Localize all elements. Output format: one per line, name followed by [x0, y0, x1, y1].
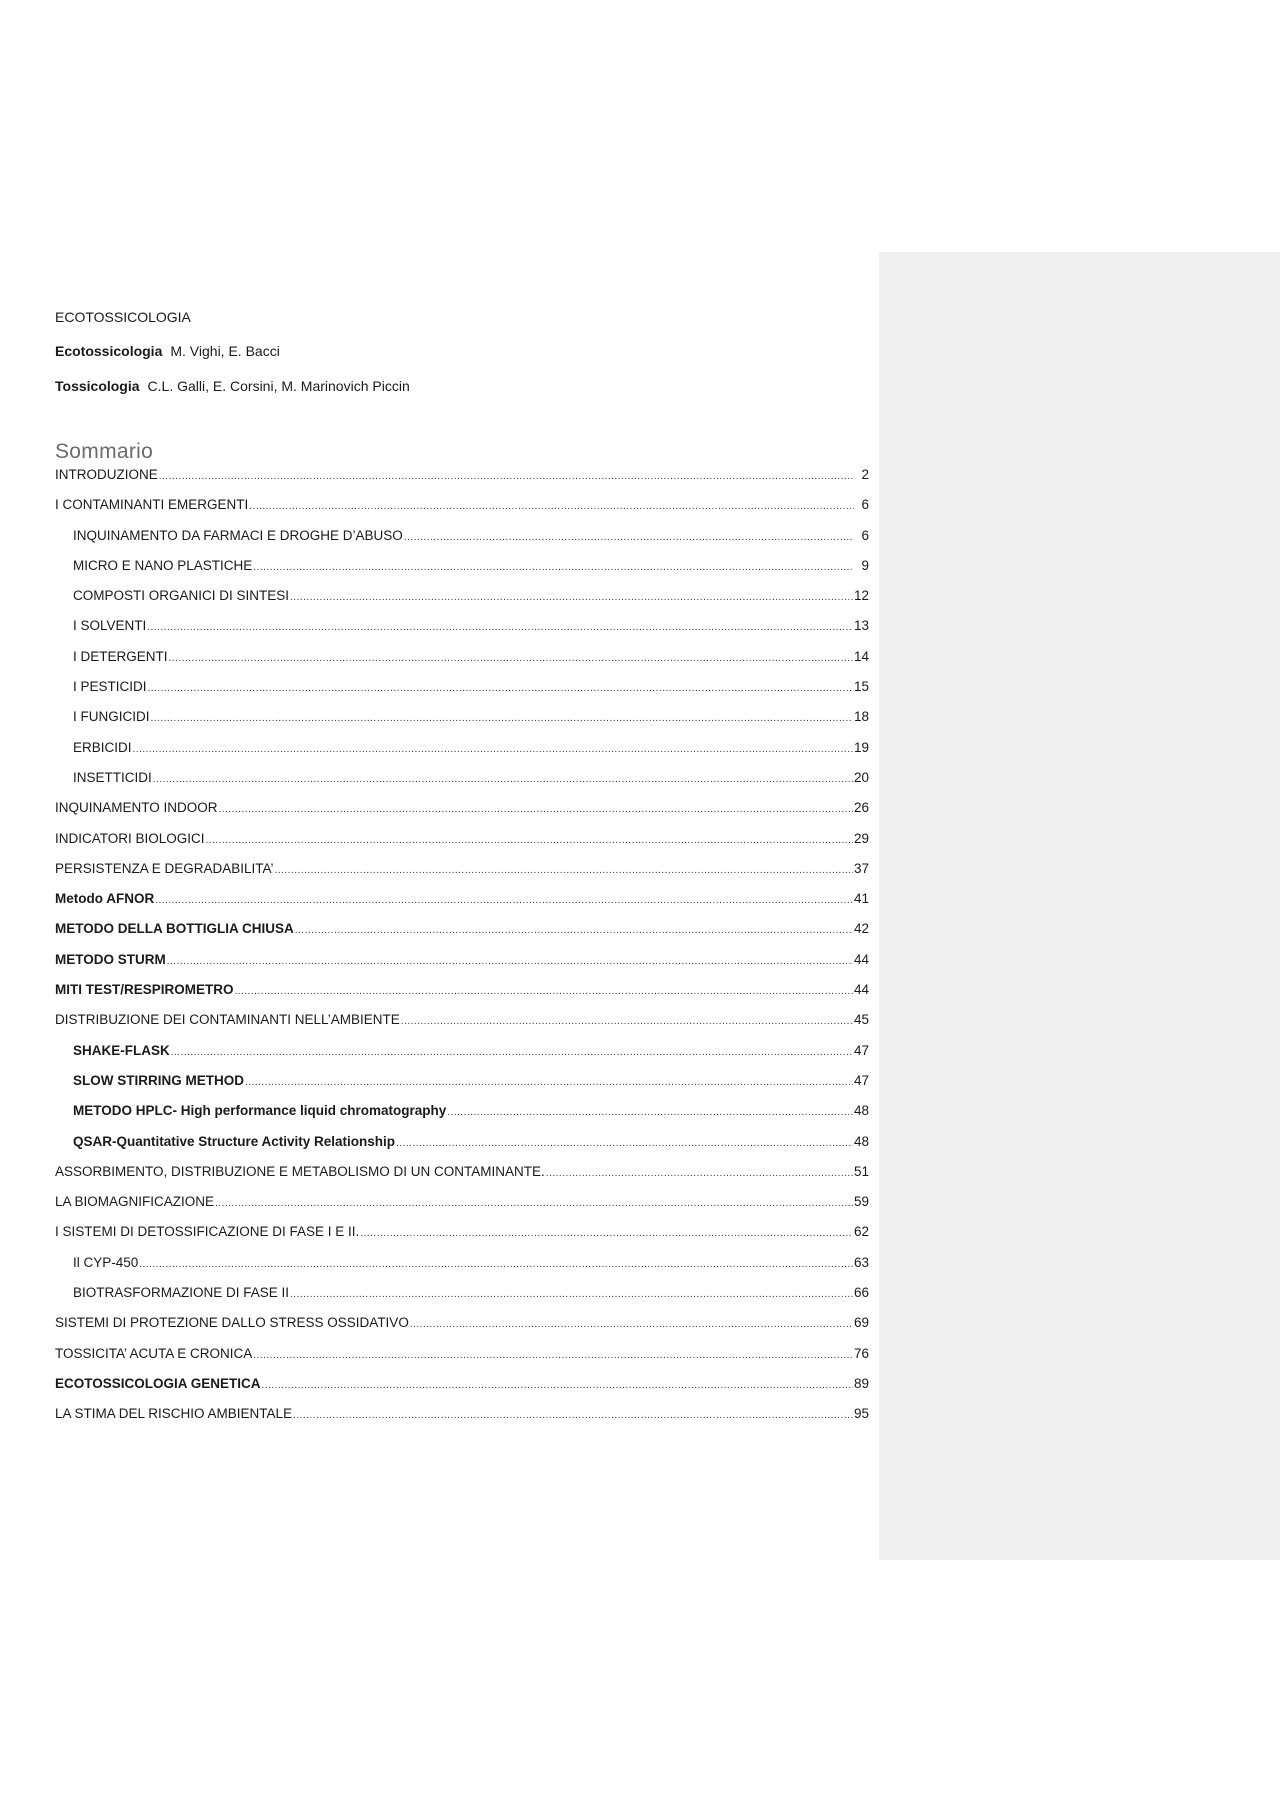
- toc-entry-title: BIOTRASFORMAZIONE DI FASE II: [73, 1285, 290, 1301]
- toc-entry-title: MICRO E NANO PLASTICHE: [73, 557, 253, 573]
- toc-entry[interactable]: [55, 768, 869, 798]
- toc-dot-leader: [253, 556, 854, 578]
- comment-pane: [879, 252, 1280, 1560]
- book-authors: C.L. Galli, E. Corsini, M. Marinovich Piccin: [147, 378, 410, 394]
- toc-entry-title: INQUINAMENTO INDOOR: [55, 800, 218, 816]
- toc-dot-leader: [159, 465, 854, 487]
- toc-entry-title: INTRODUZIONE: [55, 467, 158, 482]
- toc-entry-page: 6: [861, 497, 869, 513]
- toc-entry-title: METODO HPLC- High performance liquid chromatography: [73, 1103, 447, 1119]
- toc-entry[interactable]: [55, 647, 869, 677]
- toc-dot-leader: [275, 859, 853, 881]
- toc-entry[interactable]: [55, 1344, 869, 1374]
- toc-entry-page: 95: [853, 1406, 869, 1422]
- toc-entry[interactable]: [55, 677, 869, 707]
- toc-entry[interactable]: [55, 950, 869, 980]
- book-title: Tossicologia: [55, 378, 140, 394]
- toc-entry-page: 44: [853, 951, 869, 967]
- toc-entry-title: INQUINAMENTO DA FARMACI E DROGHE D’ABUSO: [73, 527, 403, 543]
- toc-entry-page: 89: [853, 1375, 869, 1391]
- toc-entry-title: DISTRIBUZIONE DEI CONTAMINANTI NELL’AMBIENTE: [55, 1012, 400, 1028]
- toc-dot-leader: [290, 1283, 853, 1305]
- toc-entry[interactable]: [55, 1222, 869, 1252]
- toc-entry[interactable]: [55, 1041, 869, 1071]
- toc-entry-page: 51: [853, 1163, 869, 1179]
- toc-entry-page: 18: [853, 709, 869, 725]
- toc-entry-page: 26: [853, 800, 869, 816]
- toc-entry-title: INDICATORI BIOLOGICI: [55, 830, 205, 846]
- document-body: [55, 308, 869, 1435]
- toc-entry-title: I CONTAMINANTI EMERGENTI: [55, 497, 249, 513]
- toc-dot-leader: [235, 980, 853, 1002]
- toc-entry-title: INSETTICIDI: [73, 769, 152, 785]
- toc-entry[interactable]: [55, 738, 869, 768]
- toc-entry[interactable]: [55, 1101, 869, 1131]
- toc-entry-page: 41: [853, 891, 869, 907]
- toc-entry-title: ASSORBIMENTO, DISTRIBUZIONE E METABOLISMO DI UN CONTAMINANTE.: [55, 1163, 545, 1179]
- toc-dot-leader: [147, 616, 853, 638]
- toc-entry[interactable]: [55, 859, 869, 889]
- toc-entry-title: Il CYP-450: [73, 1254, 139, 1270]
- toc-dot-leader: [447, 1101, 853, 1123]
- toc-entry-title: I SOLVENTI: [73, 618, 147, 634]
- toc-dot-leader: [151, 707, 853, 729]
- toc-entry-page: 20: [853, 769, 869, 785]
- toc-entry-page: 9: [861, 557, 869, 573]
- table-of-contents: [55, 465, 869, 1435]
- toc-entry-title: I DETERGENTI: [73, 648, 168, 664]
- toc-entry[interactable]: [55, 1374, 869, 1404]
- toc-dot-leader: [169, 647, 853, 669]
- toc-entry-page: 19: [853, 739, 869, 755]
- book-title: Ecotossicologia: [55, 343, 163, 359]
- toc-entry-page: 62: [853, 1224, 869, 1240]
- book-reference-1: [55, 342, 869, 360]
- toc-entry[interactable]: [55, 1253, 869, 1283]
- toc-dot-leader: [410, 1313, 853, 1335]
- toc-entry-title: MITI TEST/RESPIROMETRO: [55, 982, 234, 998]
- toc-entry-page: 15: [853, 679, 869, 695]
- toc-dot-leader: [206, 829, 853, 851]
- toc-entry[interactable]: [55, 465, 869, 495]
- toc-entry-title: METODO STURM: [55, 951, 166, 967]
- toc-entry[interactable]: [55, 1132, 869, 1162]
- toc-entry-page: 76: [853, 1345, 869, 1361]
- toc-entry-page: 42: [853, 921, 869, 937]
- toc-dot-leader: [249, 495, 854, 517]
- toc-entry-page: 47: [853, 1042, 869, 1058]
- toc-entry-title: I PESTICIDI: [73, 679, 147, 695]
- toc-dot-leader: [290, 586, 853, 608]
- toc-entry-page: 48: [853, 1103, 869, 1119]
- book-reference-2: [55, 377, 869, 395]
- toc-entry[interactable]: [55, 798, 869, 828]
- book-authors: M. Vighi, E. Bacci: [170, 343, 280, 359]
- toc-dot-leader: [153, 768, 853, 790]
- toc-entry-title: SISTEMI DI PROTEZIONE DALLO STRESS OSSIDATIVO: [55, 1315, 409, 1331]
- toc-entry[interactable]: [55, 919, 869, 949]
- toc-entry[interactable]: [55, 495, 869, 525]
- toc-entry[interactable]: [55, 1162, 869, 1192]
- toc-entry-title: ECOTOSSICOLOGIA GENETICA: [55, 1375, 261, 1391]
- toc-entry-title: SHAKE-FLASK: [73, 1042, 170, 1058]
- toc-dot-leader: [546, 1162, 853, 1184]
- toc-dot-leader: [245, 1071, 853, 1093]
- toc-dot-leader: [167, 950, 853, 972]
- toc-dot-leader: [293, 1404, 853, 1426]
- toc-entry-page: 29: [853, 830, 869, 846]
- toc-dot-leader: [155, 889, 853, 911]
- toc-entry[interactable]: [55, 616, 869, 646]
- toc-dot-leader: [404, 526, 854, 548]
- toc-entry-title: LA BIOMAGNIFICAZIONE: [55, 1194, 215, 1210]
- toc-entry[interactable]: [55, 556, 869, 586]
- toc-entry-page: 44: [853, 982, 869, 998]
- toc-heading: Sommario: [55, 440, 154, 463]
- toc-entry[interactable]: [55, 1071, 869, 1101]
- toc-entry-title: SLOW STIRRING METHOD: [73, 1072, 244, 1088]
- toc-entry-page: 48: [853, 1133, 869, 1149]
- toc-dot-leader: [171, 1041, 853, 1063]
- toc-dot-leader: [295, 919, 853, 941]
- toc-dot-leader: [148, 677, 853, 699]
- toc-entry-title: QSAR-Quantitative Structure Activity Relationship: [73, 1133, 396, 1149]
- toc-entry[interactable]: [55, 1192, 869, 1222]
- toc-entry-title: I FUNGICIDI: [73, 709, 150, 725]
- toc-dot-leader: [360, 1222, 853, 1244]
- toc-entry-page: 47: [853, 1072, 869, 1088]
- course-title: ECOTOSSICOLOGIA: [55, 309, 191, 325]
- toc-entry[interactable]: [55, 707, 869, 737]
- toc-entry-page: 14: [853, 648, 869, 664]
- toc-entry-title: PERSISTENZA E DEGRADABILITA’: [55, 860, 274, 876]
- toc-entry[interactable]: [55, 1313, 869, 1343]
- toc-entry-page: 59: [853, 1194, 869, 1210]
- toc-entry-page: 37: [853, 860, 869, 876]
- toc-dot-leader: [396, 1132, 853, 1154]
- toc-entry-title: LA STIMA DEL RISCHIO AMBIENTALE: [55, 1406, 293, 1422]
- toc-entry-title: COMPOSTI ORGANICI DI SINTESI: [73, 588, 290, 604]
- toc-dot-leader: [133, 738, 853, 760]
- toc-dot-leader: [219, 798, 853, 820]
- toc-dot-leader: [139, 1253, 853, 1275]
- toc-entry-page: 66: [853, 1285, 869, 1301]
- toc-dot-leader: [253, 1344, 853, 1366]
- toc-entry-page: 12: [853, 588, 869, 604]
- toc-entry[interactable]: [55, 980, 869, 1010]
- toc-entry-page: 63: [853, 1254, 869, 1270]
- toc-entry-title: TOSSICITA’ ACUTA E CRONICA: [55, 1345, 253, 1361]
- toc-entry-page: 13: [853, 618, 869, 634]
- toc-entry[interactable]: [55, 889, 869, 919]
- toc-entry[interactable]: [55, 1010, 869, 1040]
- toc-entry-page: 6: [861, 527, 869, 543]
- toc-entry-title: METODO DELLA BOTTIGLIA CHIUSA: [55, 921, 294, 937]
- toc-entry[interactable]: [55, 1283, 869, 1313]
- toc-entry-title: ERBICIDI: [73, 739, 132, 755]
- toc-entry-page: 69: [853, 1315, 869, 1331]
- toc-entry[interactable]: [55, 1404, 869, 1434]
- toc-dot-leader: [401, 1010, 853, 1032]
- toc-entry[interactable]: [55, 526, 869, 556]
- toc-dot-leader: [262, 1374, 853, 1396]
- toc-dot-leader: [215, 1192, 853, 1214]
- toc-entry-page: 2: [861, 467, 869, 482]
- toc-entry-title: Metodo AFNOR: [55, 891, 155, 907]
- toc-entry[interactable]: [55, 586, 869, 616]
- toc-entry-title: I SISTEMI DI DETOSSIFICAZIONE DI FASE I E II.: [55, 1224, 360, 1240]
- toc-entry-page: 45: [853, 1012, 869, 1028]
- toc-entry[interactable]: [55, 829, 869, 859]
